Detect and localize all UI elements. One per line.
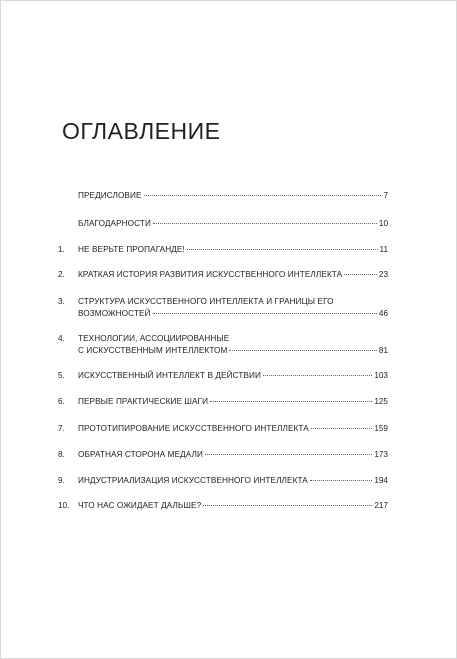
- toc-entry-title: БЛАГОДАРНОСТИ: [78, 219, 151, 228]
- toc-entry-number: 9.: [58, 476, 65, 485]
- toc-entry-page-number: 11: [379, 245, 388, 254]
- toc-entry-row: [78, 244, 388, 256]
- toc-title: ОГЛАВЛЕНИЕ: [62, 118, 221, 144]
- dot-leader: [229, 349, 376, 351]
- toc-entry-title: ОБРАТНАЯ СТОРОНА МЕДАЛИ: [78, 450, 204, 459]
- toc-entry-number: 10.: [58, 501, 70, 510]
- toc-entry-title: ПРЕДИСЛОВИЕ: [78, 191, 142, 200]
- toc-entry-title: ПЕРВЫЕ ПРАКТИЧЕСКИЕ ШАГИ: [78, 397, 209, 406]
- toc-entry-row: [78, 449, 388, 461]
- toc-entry-row: [78, 308, 388, 320]
- toc-entry-row: [78, 423, 388, 435]
- toc-entry-title: С ИСКУССТВЕННЫМ ИНТЕЛЛЕКТОМ: [78, 346, 228, 355]
- toc-entry-row: [78, 370, 388, 382]
- toc-entry-number: 3.: [58, 297, 65, 306]
- toc-entry-page-number: 81: [378, 346, 388, 355]
- dot-leader: [344, 273, 377, 275]
- toc-entry-title-line: СТРУКТУРА ИСКУССТВЕННОГО ИНТЕЛЛЕКТА И ГРАНИЦЫ ЕГО: [78, 297, 334, 306]
- toc-entry-page-number: 217: [374, 501, 388, 510]
- dot-leader: [310, 479, 372, 481]
- toc-entry-page-number: 7: [383, 191, 388, 200]
- toc-entry-title: ИСКУССТВЕННЫЙ ИНТЕЛЛЕКТ В ДЕЙСТВИИ: [78, 371, 261, 380]
- toc-entry-body: [78, 244, 388, 256]
- dot-leader: [144, 194, 382, 196]
- toc-entry-number: 2.: [58, 270, 65, 279]
- toc-entry-number: 6.: [58, 397, 65, 406]
- toc-entry-row: [78, 475, 388, 487]
- toc-entry-title: ИНДУСТРИАЛИЗАЦИЯ ИСКУССТВЕННОГО ИНТЕЛЛЕКТА: [78, 476, 308, 485]
- toc-entry-body: [78, 500, 388, 512]
- toc-entry-row: [78, 218, 388, 230]
- toc-entry-number: 7.: [58, 424, 65, 433]
- toc-entry-body: [78, 449, 388, 461]
- dot-leader: [153, 222, 377, 224]
- toc-entry-row: [78, 269, 388, 281]
- dot-leader: [205, 453, 372, 455]
- toc-entry-title: ВОЗМОЖНОСТЕЙ: [78, 309, 151, 318]
- dot-leader: [153, 312, 377, 314]
- toc-entry-page-number: 10: [378, 219, 388, 228]
- toc-entry-number: 4.: [58, 334, 65, 343]
- toc-entry-page-number: 125: [374, 397, 388, 406]
- toc-entry-row: [78, 500, 388, 512]
- toc-entry-body: [78, 333, 388, 357]
- toc-entry-row: [78, 396, 388, 408]
- toc-entry-number: 8.: [58, 450, 65, 459]
- toc-entry-page-number: 159: [374, 424, 388, 433]
- toc-entry-page-number: 173: [374, 450, 388, 459]
- toc-entry-row: [78, 190, 388, 202]
- toc-entry-title: ЧТО НАС ОЖИДАЕТ ДАЛЬШЕ?: [78, 501, 202, 510]
- dot-leader: [263, 374, 372, 376]
- toc-entry-body: [78, 423, 388, 435]
- toc-entry-page-number: 46: [378, 309, 388, 318]
- toc-entry-row: [78, 345, 388, 357]
- toc-entry-body: [78, 218, 388, 230]
- toc-entry-title: КРАТКАЯ ИСТОРИЯ РАЗВИТИЯ ИСКУССТВЕННОГО ИНТЕЛЛЕКТА: [78, 270, 343, 279]
- toc-entry-body: [78, 396, 388, 408]
- dot-leader: [311, 427, 373, 429]
- toc-entry-body: [78, 269, 388, 281]
- toc-entry-body: [78, 475, 388, 487]
- dot-leader: [210, 400, 372, 402]
- dot-leader: [203, 504, 372, 506]
- toc-entry-number: 1.: [58, 245, 65, 254]
- toc-entry-title-line: ТЕХНОЛОГИИ, АССОЦИИРОВАННЫЕ: [78, 334, 230, 343]
- toc-entry-page-number: 194: [374, 476, 388, 485]
- dot-leader: [187, 248, 378, 250]
- toc-entry-title: ПРОТОТИПИРОВАНИЕ ИСКУССТВЕННОГО ИНТЕЛЛЕКТА: [78, 424, 309, 433]
- toc-entry-body: [78, 296, 388, 320]
- toc-entry-number: 5.: [58, 371, 65, 380]
- toc-entry-page-number: 103: [374, 371, 388, 380]
- toc-entry-page-number: 23: [378, 270, 388, 279]
- toc-entry-body: [78, 370, 388, 382]
- toc-entry-body: [78, 190, 388, 202]
- toc-entry-title: НЕ ВЕРЬТЕ ПРОПАГАНДЕ!: [78, 245, 185, 254]
